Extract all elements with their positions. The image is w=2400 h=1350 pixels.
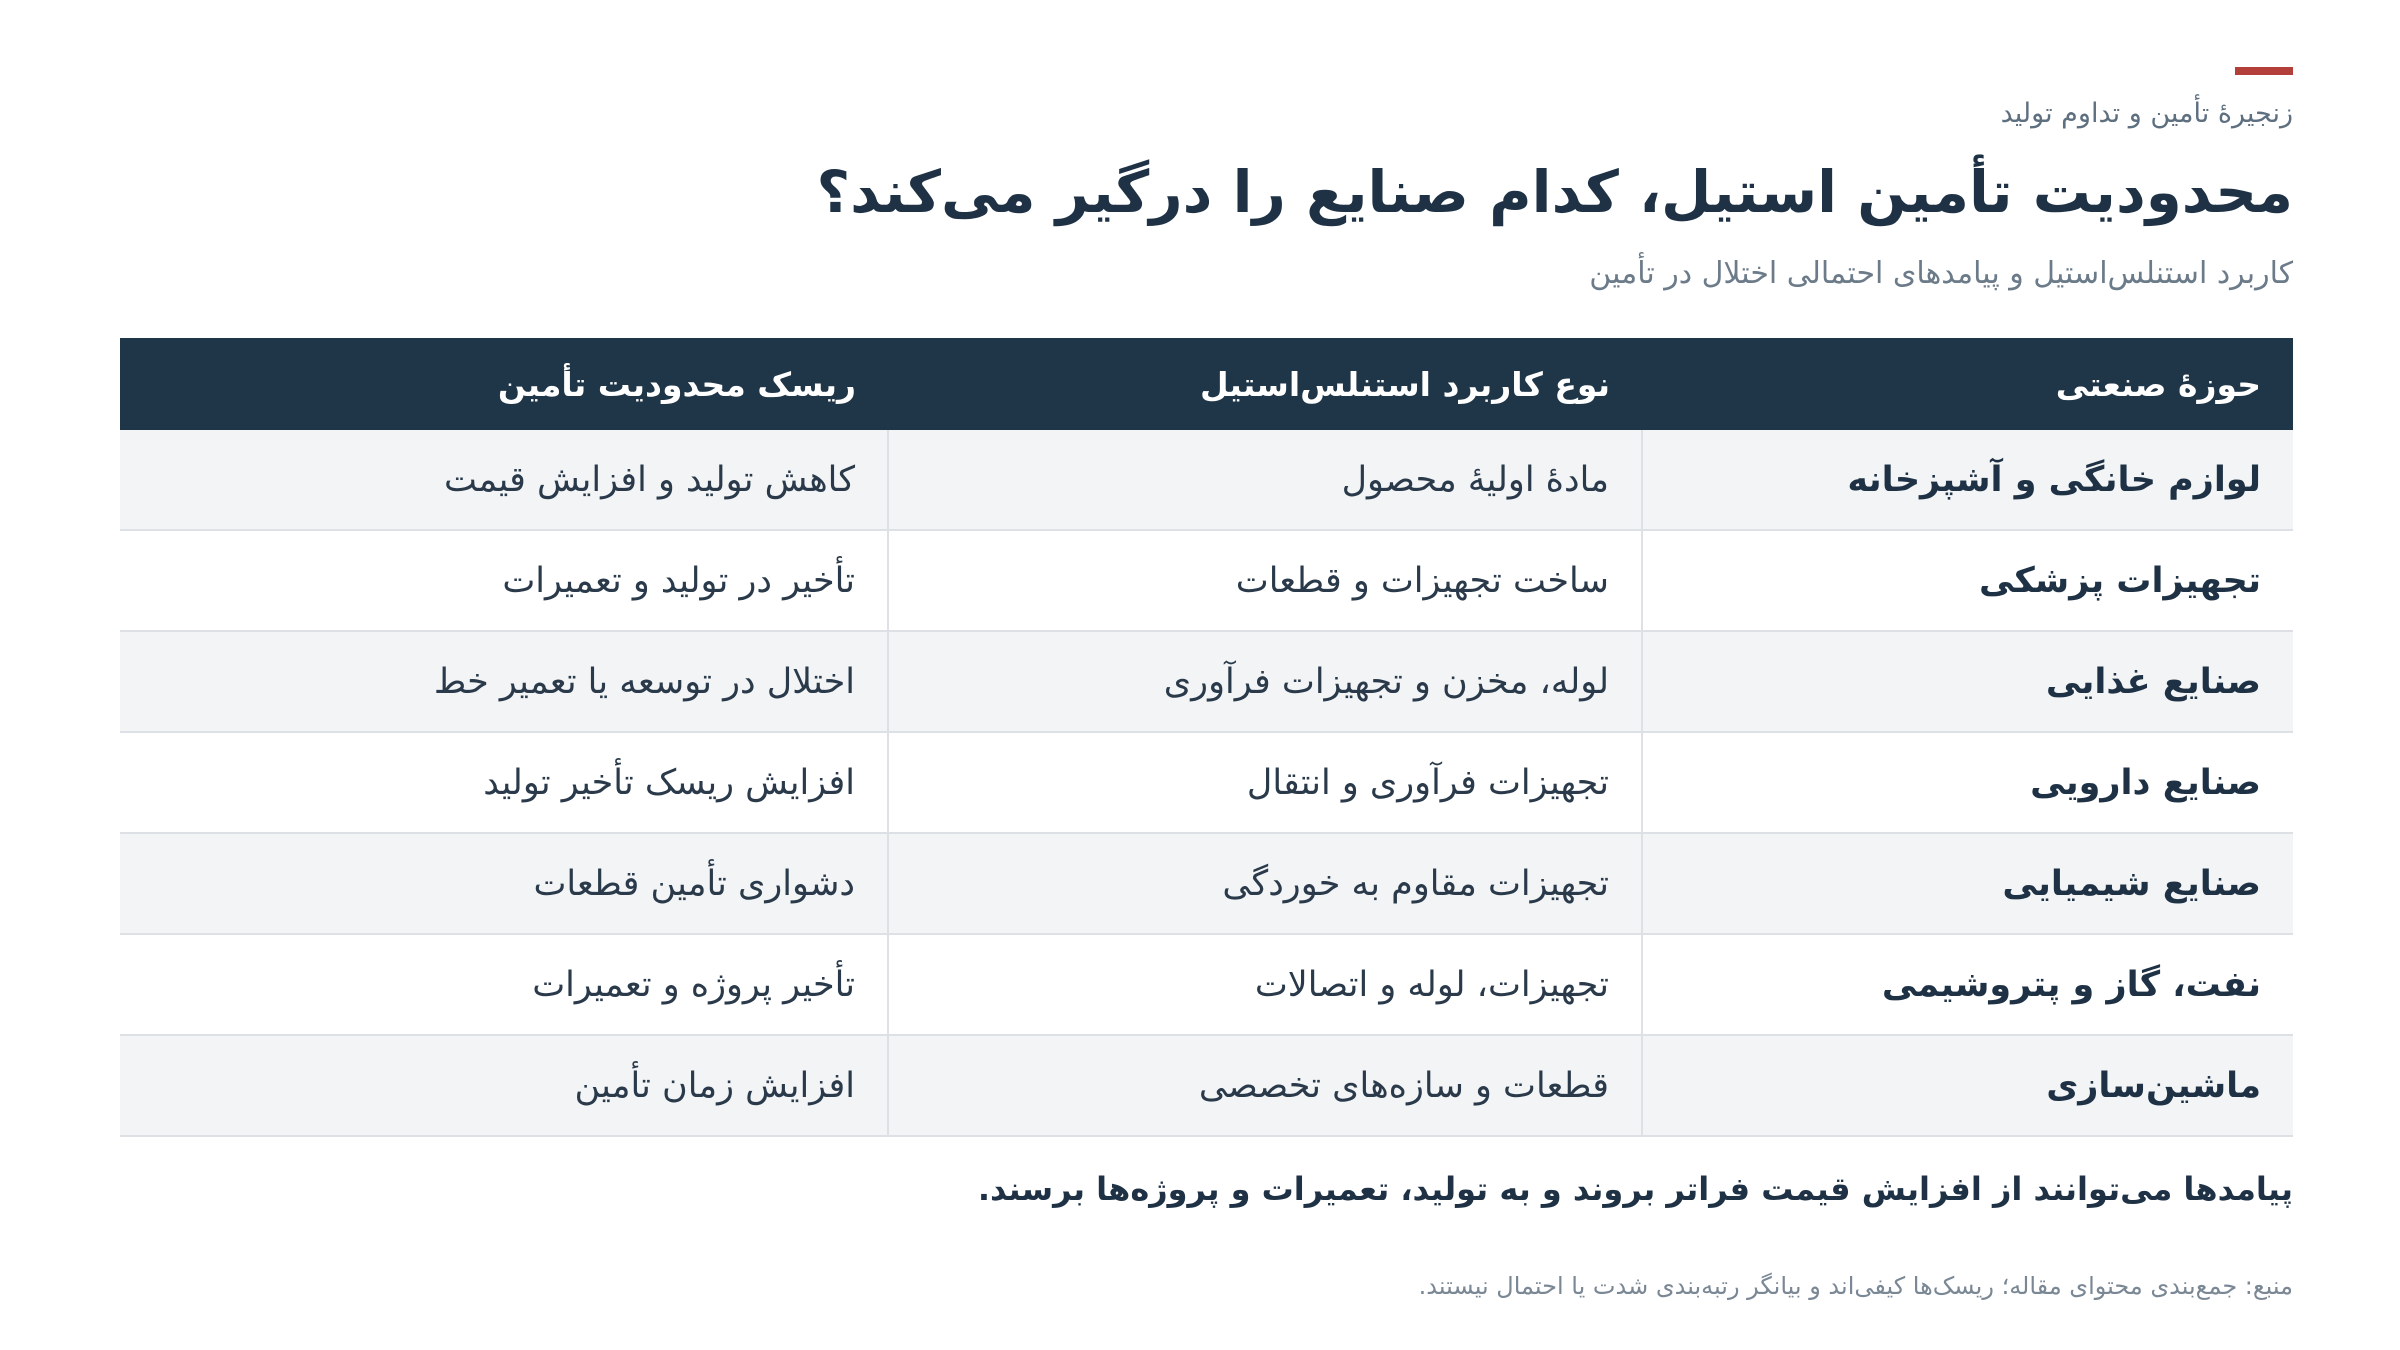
accent-bar (2235, 67, 2293, 75)
usage-cell: قطعات و سازه‌های تخصصی (888, 1035, 1642, 1136)
table-row (120, 732, 2293, 833)
page-title: محدودیت تأمین استیل، کدام صنایع را درگیر می‌کند؟ (816, 158, 2293, 226)
usage-cell: تجهیزات فرآوری و انتقال (888, 732, 1642, 833)
usage-cell: ساخت تجهیزات و قطعات (888, 530, 1642, 631)
usage-cell: تجهیزات مقاوم به خوردگی (888, 833, 1642, 934)
table-row (120, 934, 2293, 1035)
industry-cell: لوازم خانگی و آشپزخانه (1642, 430, 2293, 530)
industry-cell: نفت، گاز و پتروشیمی (1642, 934, 2293, 1035)
table-row (120, 530, 2293, 631)
usage-cell: لوله، مخزن و تجهیزات فرآوری (888, 631, 1642, 732)
page-subtitle: کاربرد استنلس‌استیل و پیامدهای احتمالی اختلال در تأمین (1589, 256, 2293, 291)
table-row (120, 833, 2293, 934)
table-header-row (120, 338, 2293, 430)
risk-cell: تأخیر در تولید و تعمیرات (120, 530, 888, 631)
industry-cell: صنایع دارویی (1642, 732, 2293, 833)
usage-cell: مادهٔ اولیهٔ محصول (888, 430, 1642, 530)
usage-cell: تجهیزات، لوله و اتصالات (888, 934, 1642, 1035)
slide (120, 0, 2293, 1350)
eyebrow-label: زنجیرهٔ تأمین و تداوم تولید (2000, 98, 2293, 129)
column-header-industry: حوزهٔ صنعتی (1642, 338, 2293, 430)
industry-cell: تجهیزات پزشکی (1642, 530, 2293, 631)
risk-cell: دشواری تأمین قطعات (120, 833, 888, 934)
table-row (120, 430, 2293, 530)
industry-cell: صنایع غذایی (1642, 631, 2293, 732)
table-row (120, 1035, 2293, 1136)
risk-cell: تأخیر پروژه و تعمیرات (120, 934, 888, 1035)
risk-cell: کاهش تولید و افزایش قیمت (120, 430, 888, 530)
risk-cell: افزایش زمان تأمین (120, 1035, 888, 1136)
industry-cell: ماشین‌سازی (1642, 1035, 2293, 1136)
key-takeaway: پیامدها می‌توانند از افزایش قیمت فراتر بروند و به تولید، تعمیرات و پروژه‌ها برسند. (977, 1170, 2293, 1208)
industry-risk-table (120, 338, 2293, 1137)
table-row (120, 631, 2293, 732)
risk-cell: اختلال در توسعه یا تعمیر خط (120, 631, 888, 732)
risk-cell: افزایش ریسک تأخیر تولید (120, 732, 888, 833)
source-note: منبع: جمع‌بندی محتوای مقاله؛ ریسک‌ها کیفی‌اند و بیانگر رتبه‌بندی شدت یا احتمال نیستند. (1418, 1272, 2293, 1300)
column-header-risk: ریسک محدودیت تأمین (120, 338, 888, 430)
industry-cell: صنایع شیمیایی (1642, 833, 2293, 934)
column-header-usage: نوع کاربرد استنلس‌استیل (888, 338, 1642, 430)
